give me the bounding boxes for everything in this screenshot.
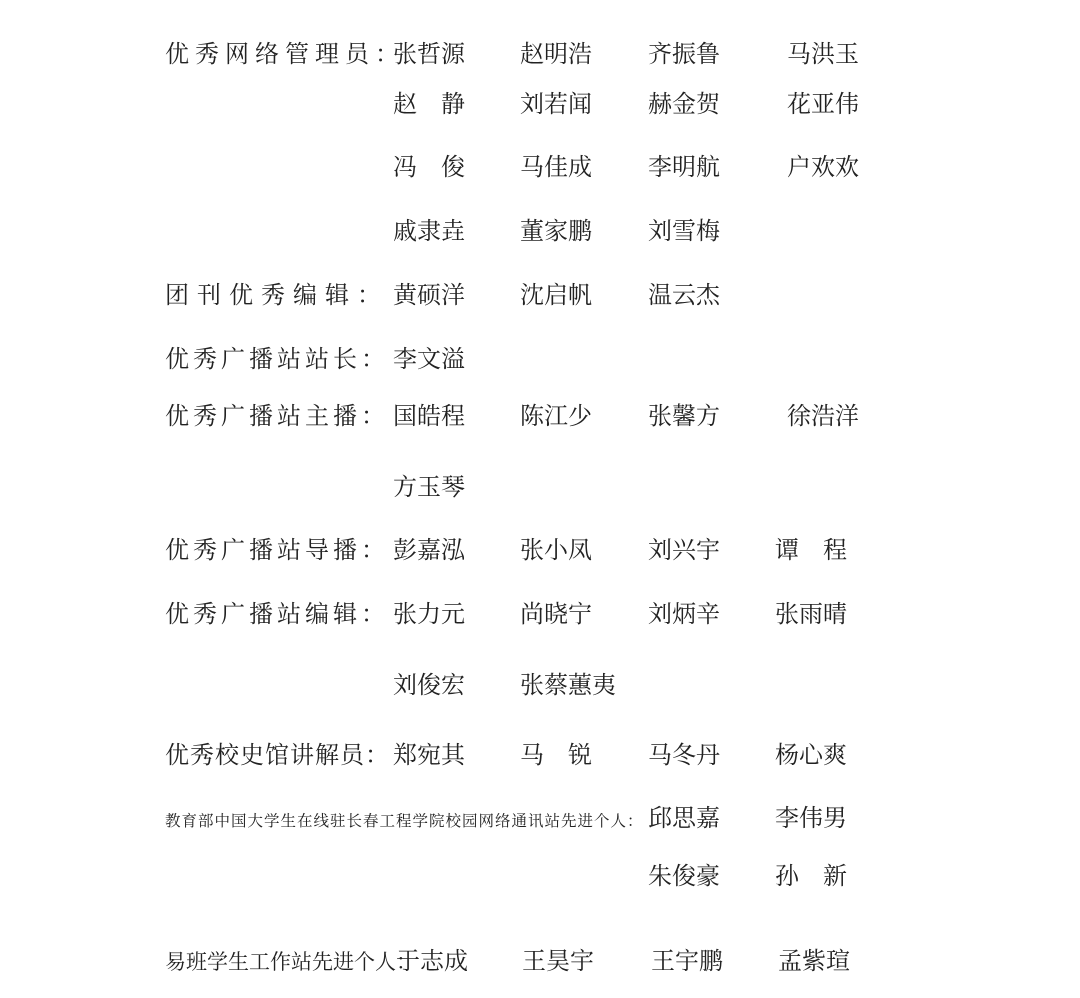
name: 张蔡蕙夷	[520, 671, 616, 699]
section-label: 优秀广播站编辑：	[165, 600, 389, 628]
name: 马佳成	[520, 153, 592, 181]
name: 马冬丹	[648, 741, 720, 769]
section-label: 优秀校史馆讲解员：	[165, 741, 390, 769]
name: 徐浩洋	[787, 402, 859, 430]
name: 张馨方	[648, 402, 720, 430]
name: 赵 静	[393, 90, 465, 118]
name: 赫金贺	[648, 90, 720, 118]
name: 马 锐	[520, 741, 592, 769]
name: 张雨晴	[775, 600, 847, 628]
name: 郑宛其	[393, 741, 465, 769]
name: 张哲源	[393, 40, 465, 68]
name: 国皓程	[393, 402, 465, 430]
section-label: 易班学生工作站先进个人：	[165, 950, 417, 974]
name: 黄硕洋	[393, 281, 465, 309]
name: 孙 新	[775, 862, 847, 890]
name: 陈江少	[520, 402, 592, 430]
name: 杨心爽	[775, 741, 847, 769]
name: 戚隶垚	[393, 217, 465, 245]
name: 张力元	[393, 600, 465, 628]
section-label: 优秀广播站导播：	[165, 536, 389, 564]
name: 冯 俊	[393, 153, 465, 181]
name: 邱思嘉	[648, 804, 720, 832]
name: 朱俊豪	[648, 862, 720, 890]
section-label: 团刊优秀编辑：	[165, 281, 389, 309]
name: 刘兴宇	[648, 536, 720, 564]
name: 李伟男	[775, 804, 847, 832]
name: 彭嘉泓	[393, 536, 465, 564]
name: 李明航	[648, 153, 720, 181]
name: 王昊宇	[522, 947, 594, 975]
name: 马洪玉	[787, 40, 859, 68]
name: 沈启帆	[520, 281, 592, 309]
name: 于志成	[396, 947, 468, 975]
name: 张小凤	[520, 536, 592, 564]
name: 赵明浩	[520, 40, 592, 68]
section-label: 优秀广播站站长：	[165, 345, 389, 373]
name: 刘俊宏	[393, 671, 465, 699]
name: 户欢欢	[787, 153, 859, 181]
name: 尚晓宁	[520, 600, 592, 628]
name: 温云杰	[648, 281, 720, 309]
name: 齐振鲁	[648, 40, 720, 68]
section-label: 优秀网络管理员：	[165, 40, 405, 68]
name: 李文溢	[393, 345, 465, 373]
name: 花亚伟	[787, 90, 859, 118]
name: 谭 程	[775, 536, 847, 564]
section-label: 教育部中国大学生在线驻长春工程学院校园网络通讯站先进个人：	[165, 812, 644, 830]
section-label: 优秀广播站主播：	[165, 402, 389, 430]
name: 刘炳辛	[648, 600, 720, 628]
name: 刘雪梅	[648, 217, 720, 245]
name: 孟紫瑄	[778, 947, 850, 975]
name: 王宇鹏	[651, 947, 723, 975]
name: 董家鹏	[520, 217, 592, 245]
name: 刘若闻	[520, 90, 592, 118]
name: 方玉琴	[393, 473, 465, 501]
